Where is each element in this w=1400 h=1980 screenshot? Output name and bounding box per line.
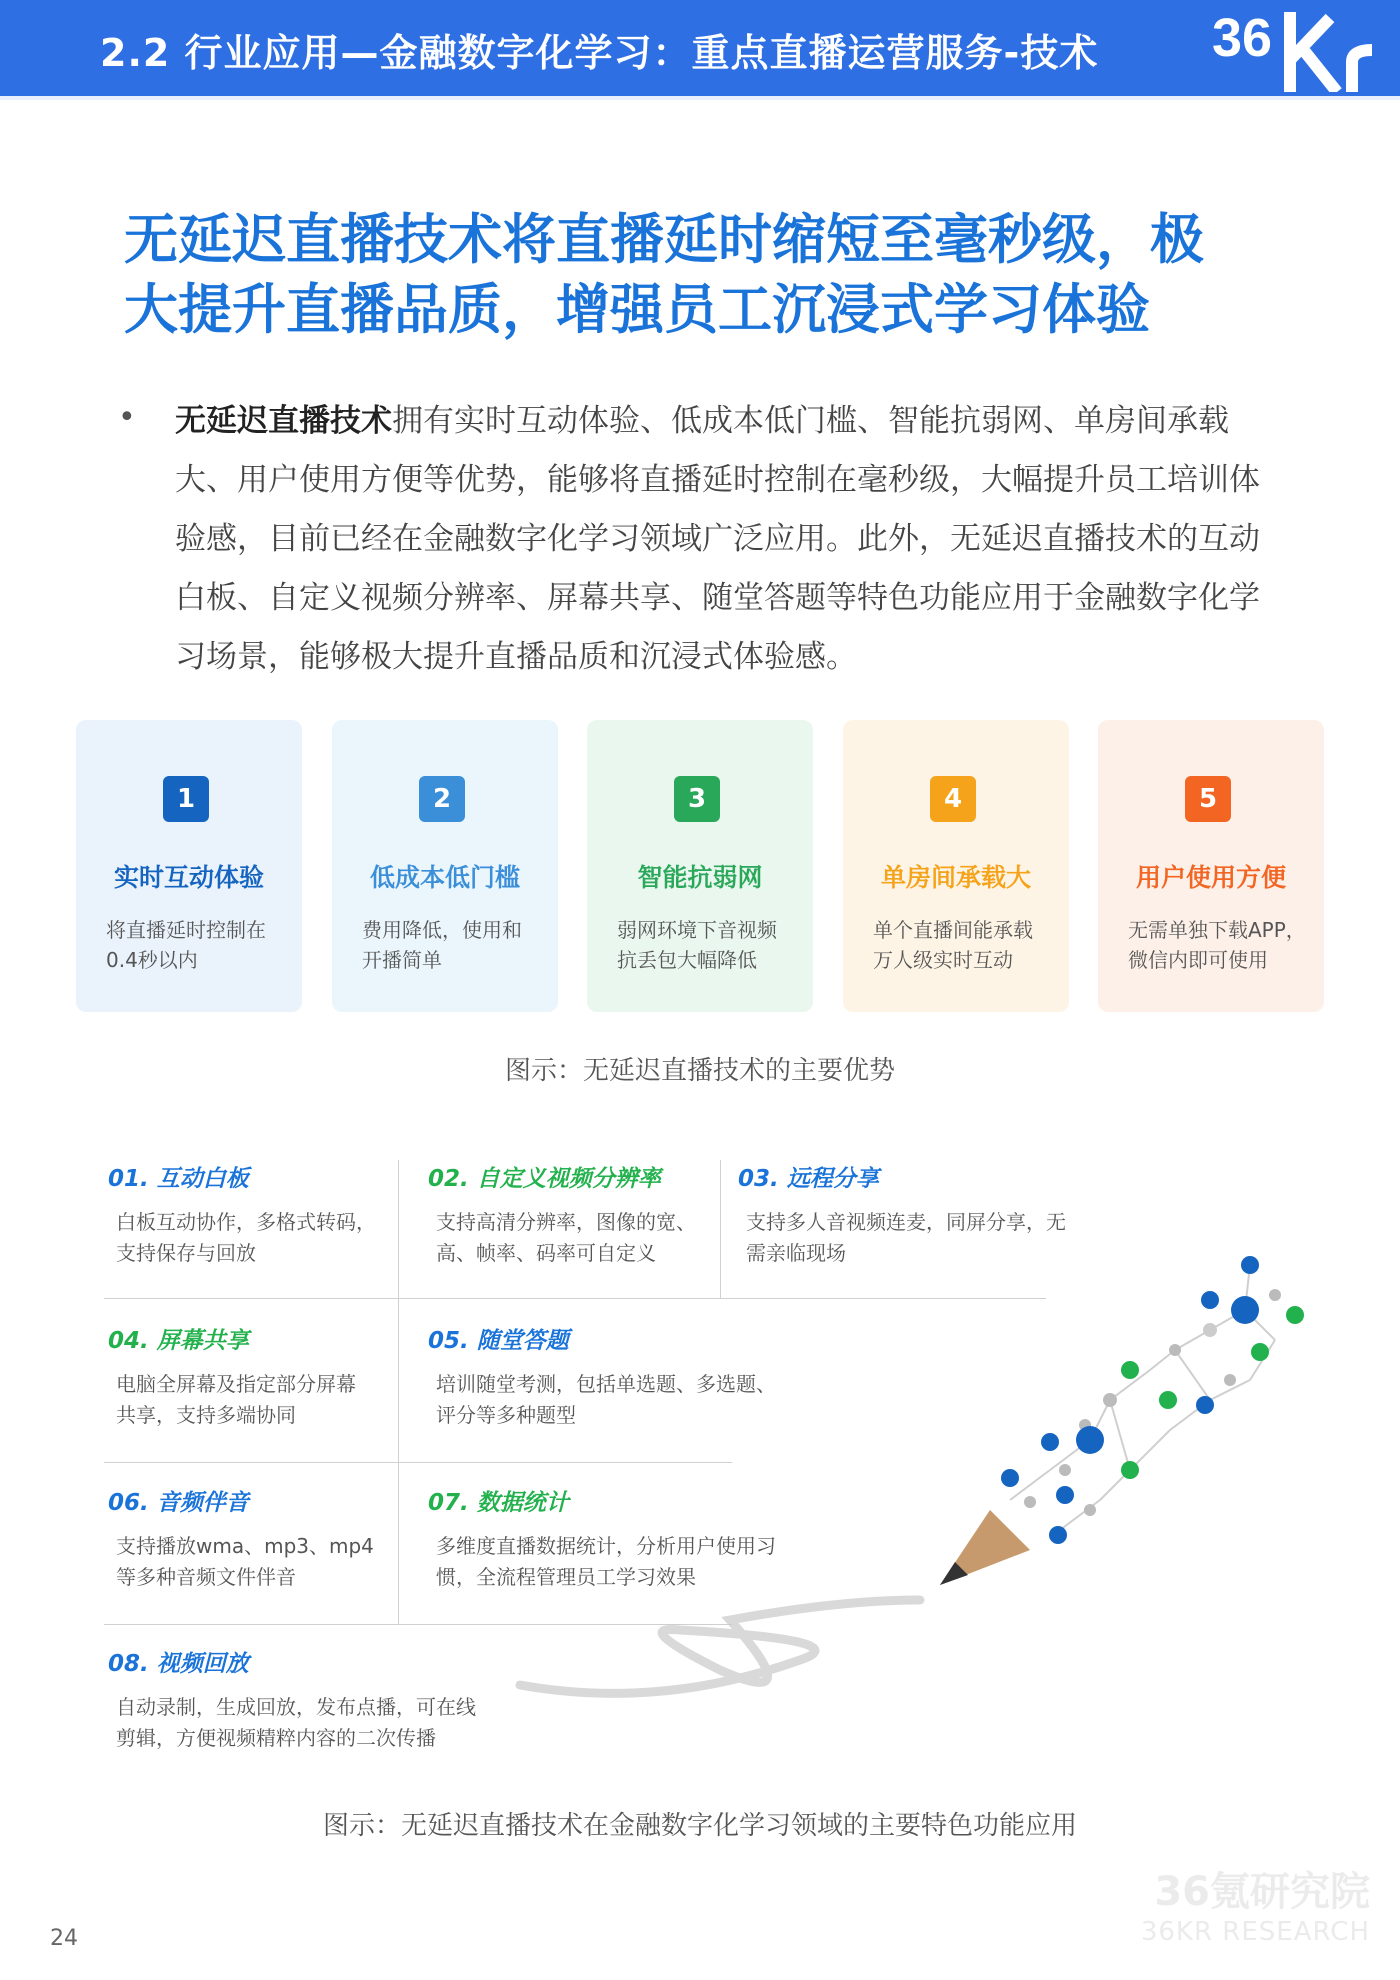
advantage-card (76, 720, 302, 1012)
figure-caption-features: 图示：无延迟直播技术在金融数字化学习领域的主要特色功能应用 (322, 1811, 1077, 1841)
feature-title: 05. 随堂答题 (428, 1328, 569, 1354)
feature-title: 02. 自定义视频分辨率 (428, 1166, 661, 1192)
card-desc-line: 弱网环境下音视频 (617, 918, 777, 942)
feature-desc-line: 剪辑，方便视频精粹内容的二次传播 (116, 1726, 436, 1750)
feature-title: 03. 远程分享 (738, 1166, 879, 1192)
watermark (1110, 1860, 1370, 1947)
card-desc-line: 0.4秒以内 (106, 948, 198, 972)
feature-desc-line: 等多种音频文件伴音 (116, 1565, 296, 1589)
grid-divider (398, 1160, 399, 1624)
feature-title: 08. 视频回放 (108, 1651, 249, 1677)
card-number-badge: 1 (163, 776, 209, 822)
card-desc-line: 费用降低，使用和 (362, 918, 522, 942)
feature-desc-line: 支持高清分辨率，图像的宽、 (436, 1210, 696, 1234)
feature-item (108, 1322, 356, 1431)
card-number-badge: 3 (674, 776, 720, 822)
feature-title: 07. 数据统计 (428, 1490, 569, 1516)
feature-desc-line: 白板互动协作，多格式转码， (116, 1210, 376, 1234)
card-desc-line: 万人级实时互动 (873, 948, 1013, 972)
feature-title: 06. 音频伴音 (108, 1490, 249, 1516)
figure-caption-advantages: 图示：无延迟直播技术的主要优势 (504, 1056, 895, 1086)
header-divider (0, 96, 1400, 100)
feature-desc-line: 电脑全屏幕及指定部分屏幕 (116, 1372, 356, 1396)
feature-desc (116, 1207, 376, 1269)
card-title: 低成本低门槛 (369, 863, 520, 892)
feature-desc-line: 支持保存与回放 (116, 1241, 256, 1265)
card-title: 实时互动体验 (113, 863, 264, 892)
feature-title: 01. 互动白板 (108, 1166, 249, 1192)
feature-desc (116, 1531, 374, 1593)
feature-desc-line: 共享，支持多端协同 (116, 1403, 296, 1427)
card-desc-line: 单个直播间能承载 (873, 918, 1033, 942)
card-desc-line: 抗丢包大幅降低 (617, 948, 757, 972)
feature-desc-line: 支持多人音视频连麦，同屏分享，无 (746, 1210, 1066, 1234)
feature-item (108, 1160, 376, 1269)
card-desc-line: 无需单独下载APP， (1128, 918, 1306, 942)
bullet-dot: • (118, 400, 136, 435)
card-desc-line: 将直播延时控制在 (106, 918, 266, 942)
advantage-card (1098, 720, 1324, 1012)
card-desc-line: 开播简单 (362, 948, 442, 972)
feature-desc-line: 需亲临现场 (746, 1241, 846, 1265)
feature-desc-line: 支持播放wma、mp3、mp4 (116, 1534, 374, 1558)
feature-item (108, 1484, 374, 1593)
feature-desc-line: 培训随堂考测，包括单选题、多选题、 (436, 1372, 776, 1396)
advantage-card (587, 720, 813, 1012)
advantage-cards (76, 720, 1326, 1012)
feature-item (108, 1645, 476, 1754)
feature-desc-line: 自动录制，生成回放，发布点播，可在线 (116, 1695, 476, 1719)
page-number: 24 (50, 1926, 78, 1951)
card-description (1128, 915, 1308, 975)
watermark-cn: 36氪研究院 (1154, 1869, 1370, 1915)
36kr-logo (1212, 4, 1382, 92)
headline (124, 205, 1304, 345)
header-bar (0, 0, 1400, 96)
card-description (106, 915, 286, 975)
feature-desc-line: 高、帧率、码率可自定义 (436, 1241, 656, 1265)
feature-title: 04. 屏幕共享 (108, 1328, 249, 1354)
card-title: 智能抗弱网 (637, 863, 763, 892)
card-title: 单房间承载大 (880, 863, 1031, 892)
headline-line-2: 大提升直播品质，增强员工沉浸式学习体验 (124, 278, 1150, 341)
card-number-badge: 5 (1185, 776, 1231, 822)
card-number-badge: 4 (930, 776, 976, 822)
feature-desc-line: 评分等多种题型 (436, 1403, 576, 1427)
card-title: 用户使用方便 (1135, 863, 1286, 892)
card-number-badge: 2 (419, 776, 465, 822)
card-description (617, 915, 797, 975)
advantage-card (843, 720, 1069, 1012)
intro-paragraph (175, 392, 1285, 687)
watermark-en: 36KR RESEARCH (1140, 1917, 1370, 1947)
svg-text:36: 36 (1212, 8, 1273, 68)
card-description (873, 915, 1053, 975)
section-title: 2.2 行业应用—金融数字化学习：重点直播运营服务-技术 (100, 31, 1099, 75)
feature-desc (116, 1369, 356, 1431)
feature-desc-line: 多维度直播数据统计，分析用户使用习 (436, 1534, 776, 1558)
intro-text: 拥有实时互动体验、低成本低门槛、智能抗弱网、单房间承载大、用户使用方便等优势，能够将直播延时控制在毫秒级，大幅提升员工培训体验感，目前已经在金融数字化学习领域广泛应用。此外，无延迟直播技术的互动白板、自定义视频分辨率、屏幕共享、随堂答题等特色功能应用于金融数字化学习场景，能够极大提升直播品质和沉浸式体验感。 (175, 403, 1260, 675)
advantage-card (332, 720, 558, 1012)
feature-desc-line: 惯，全流程管理员工学习效果 (436, 1565, 696, 1589)
intro-bold: 无延迟直播技术 (175, 403, 392, 439)
headline-line-1: 无延迟直播技术将直播延时缩短至毫秒级，极 (124, 208, 1204, 271)
card-description (362, 915, 542, 975)
feature-desc (116, 1692, 476, 1754)
card-desc-line: 微信内即可使用 (1128, 948, 1268, 972)
pencil-network-illustration (510, 1240, 1340, 1760)
